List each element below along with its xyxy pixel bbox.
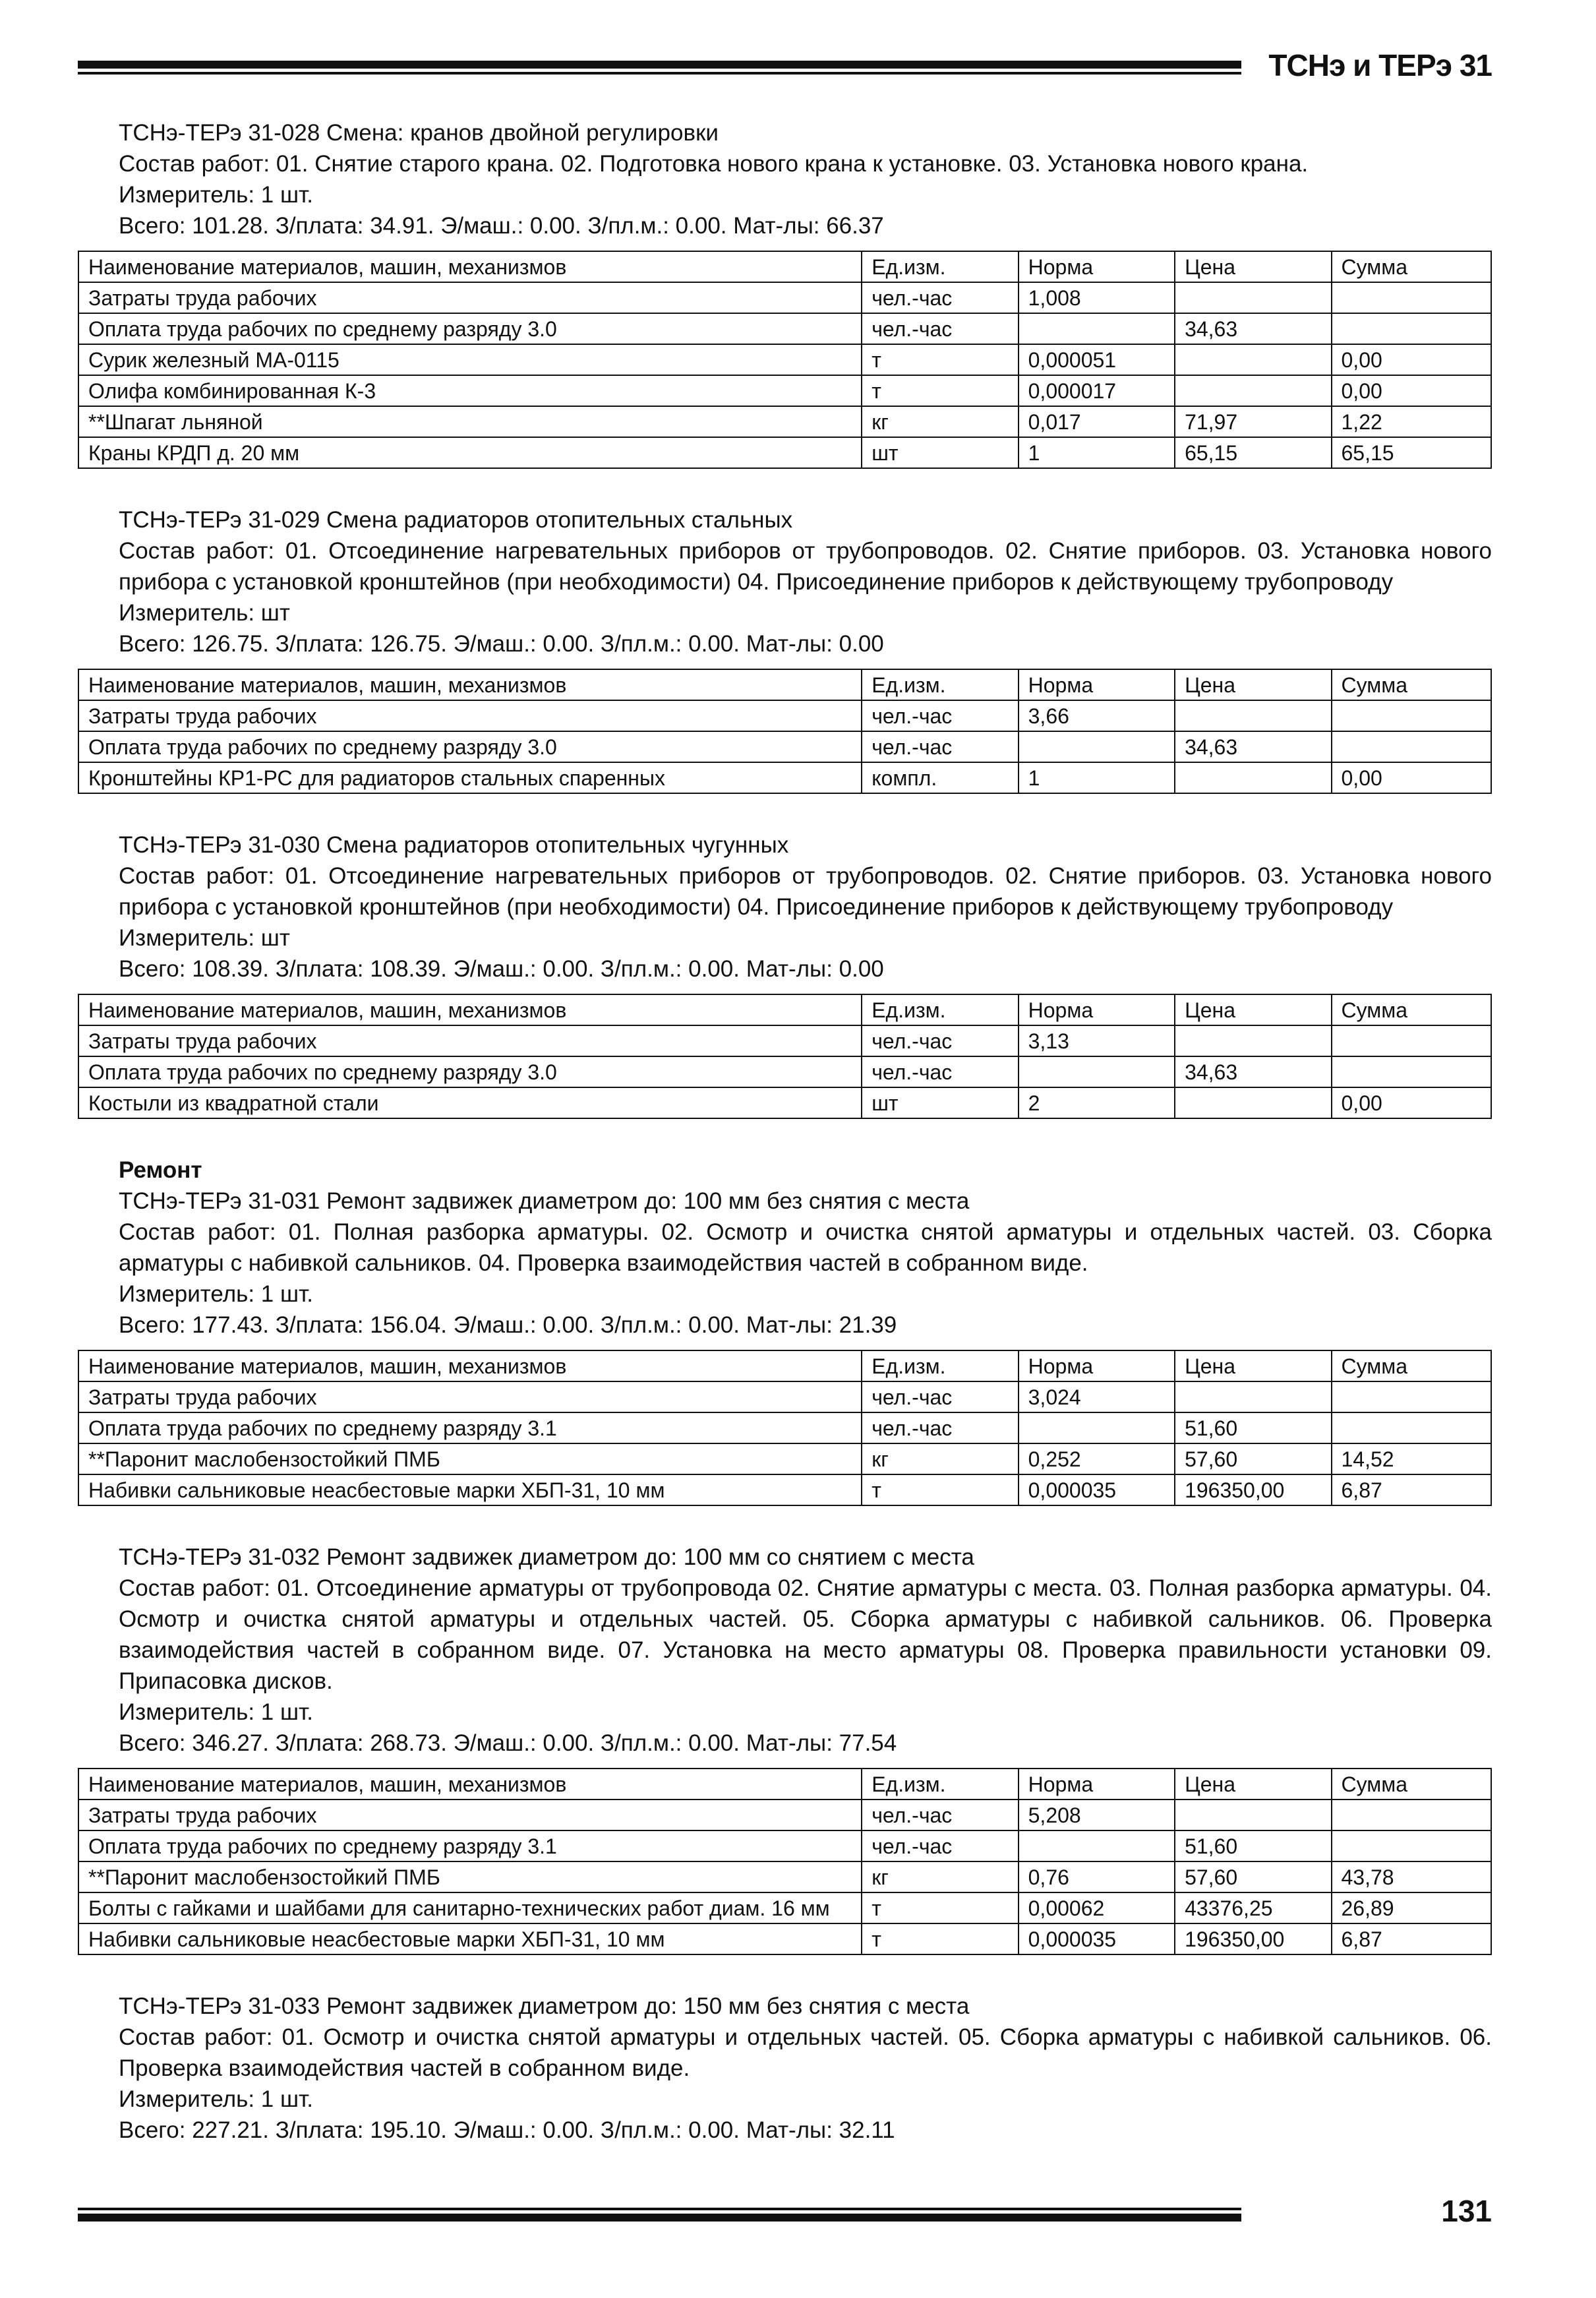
table-cell: т: [862, 1892, 1018, 1923]
table-header-row: [78, 1350, 1491, 1381]
table-cell: 43376,25: [1175, 1892, 1331, 1923]
table-cell: 14,52: [1332, 1443, 1492, 1474]
table-cell: [1332, 1830, 1492, 1861]
table-cell: [1332, 1381, 1492, 1412]
table-cell: кг: [862, 406, 1018, 437]
column-header: Цена: [1175, 251, 1331, 282]
table-cell: Олифа комбинированная К-3: [78, 375, 862, 406]
table-cell: Болты с гайками и шайбами для санитарно-технических работ диам. 16 мм: [78, 1892, 862, 1923]
resource-table: [78, 1768, 1492, 1955]
entry-unit: Измеритель: 1 шт.: [119, 182, 313, 208]
norm-entry: [78, 1155, 1492, 1341]
table-cell: 0,00: [1332, 762, 1492, 793]
column-header: Сумма: [1332, 994, 1492, 1025]
table-cell: 0,76: [1019, 1861, 1175, 1892]
norm-entry: [78, 117, 1492, 241]
table-cell: 1: [1019, 762, 1175, 793]
column-header: Ед.изм.: [862, 1769, 1018, 1799]
table-cell: 0,00: [1332, 344, 1492, 375]
table-cell: компл.: [862, 762, 1018, 793]
norm-entry: [78, 1991, 1492, 2146]
table-cell: Оплата труда рабочих по среднему разряду 3.1: [78, 1412, 862, 1443]
column-header: Норма: [1019, 1769, 1175, 1799]
table-cell: 0,00: [1332, 375, 1492, 406]
table-row: [78, 1025, 1491, 1056]
table-cell: [1332, 313, 1492, 344]
table-cell: 43,78: [1332, 1861, 1492, 1892]
table-row: [78, 762, 1491, 793]
resource-table: [78, 994, 1492, 1119]
table-cell: чел.-час: [862, 1025, 1018, 1056]
resource-table: [78, 669, 1492, 794]
resource-table: [78, 1350, 1492, 1506]
table-cell: 34,63: [1175, 313, 1331, 344]
entry-composition: Состав работ: 01. Отсоединение нагревательных приборов от трубопроводов. 02. Снятие приборов. 03. Установка нового прибора с установкой кронштейнов (при необходимости) 04. Присоединение приборов к действующему трубопроводу: [119, 538, 1492, 595]
table-cell: Затраты труда рабочих: [78, 1799, 862, 1830]
table-cell: 1: [1019, 437, 1175, 468]
table-cell: шт: [862, 437, 1018, 468]
column-header: Норма: [1019, 994, 1175, 1025]
entry-composition: Состав работ: 01. Осмотр и очистка снятой арматуры и отдельных частей. 05. Сборка арматуры с набивкой сальников. 06. Проверка взаимодействия частей в собранном виде.: [119, 2024, 1492, 2081]
table-cell: 0,000035: [1019, 1923, 1175, 1954]
table-cell: [1175, 282, 1331, 313]
table-cell: Затраты труда рабочих: [78, 1025, 862, 1056]
table-cell: [1332, 1799, 1492, 1830]
section-heading: Ремонт: [119, 1157, 202, 1183]
entry-composition: Состав работ: 01. Отсоединение нагревательных приборов от трубопроводов. 02. Снятие приборов. 03. Установка нового прибора с установкой кронштейнов (при необходимости) 04. Присоединение приборов к действующему трубопроводу: [119, 863, 1492, 920]
table-cell: шт: [862, 1087, 1018, 1118]
table-row: [78, 1087, 1491, 1118]
table-cell: 65,15: [1175, 437, 1331, 468]
table-cell: Оплата труда рабочих по среднему разряду 3.1: [78, 1830, 862, 1861]
table-cell: [1175, 344, 1331, 375]
table-cell: т: [862, 1923, 1018, 1954]
entry-title: ТСНэ-ТЕРэ 31-031 Ремонт задвижек диаметром до: 100 мм без снятия с места: [119, 1188, 970, 1214]
column-header: Наименование материалов, машин, механизмов: [78, 1350, 862, 1381]
entry-unit: Измеритель: шт: [119, 925, 290, 951]
table-cell: 196350,00: [1175, 1923, 1331, 1954]
table-cell: Кронштейны КР1-РС для радиаторов стальных спаренных: [78, 762, 862, 793]
entry-unit: Измеритель: 1 шт.: [119, 2086, 313, 2112]
table-row: [78, 282, 1491, 313]
entry-composition: Состав работ: 01. Полная разборка арматуры. 02. Осмотр и очистка снятой арматуры и отдельных частей. 03. Сборка арматуры с набивкой сальников. 04. Проверка взаимодействия частей в собранном виде.: [119, 1219, 1492, 1276]
table-cell: [1019, 731, 1175, 762]
table-cell: Костыли из квадратной стали: [78, 1087, 862, 1118]
column-header: Норма: [1019, 669, 1175, 700]
table-cell: Набивки сальниковые неасбестовые марки ХБП-31, 10 мм: [78, 1474, 862, 1505]
column-header: Наименование материалов, машин, механизмов: [78, 1769, 862, 1799]
table-row: [78, 1443, 1491, 1474]
entry-title: ТСНэ-ТЕРэ 31-030 Смена радиаторов отопительных чугунных: [119, 832, 789, 858]
table-row: [78, 1056, 1491, 1087]
resource-table: [78, 251, 1492, 469]
table-cell: [1175, 375, 1331, 406]
table-cell: 6,87: [1332, 1474, 1492, 1505]
table-row: [78, 375, 1491, 406]
table-cell: 5,208: [1019, 1799, 1175, 1830]
column-header: Сумма: [1332, 1769, 1492, 1799]
table-header-row: [78, 994, 1491, 1025]
table-cell: 57,60: [1175, 1443, 1331, 1474]
table-cell: 51,60: [1175, 1412, 1331, 1443]
table-cell: 3,024: [1019, 1381, 1175, 1412]
table-cell: 34,63: [1175, 1056, 1331, 1087]
column-header: Сумма: [1332, 251, 1492, 282]
table-cell: 1,008: [1019, 282, 1175, 313]
table-cell: Набивки сальниковые неасбестовые марки ХБП-31, 10 мм: [78, 1923, 862, 1954]
table-cell: 0,00: [1332, 1087, 1492, 1118]
table-cell: Затраты труда рабочих: [78, 1381, 862, 1412]
table-cell: чел.-час: [862, 731, 1018, 762]
column-header: Наименование материалов, машин, механизмов: [78, 669, 862, 700]
table-cell: кг: [862, 1443, 1018, 1474]
table-cell: 0,252: [1019, 1443, 1175, 1474]
table-row: [78, 731, 1491, 762]
table-row: [78, 1861, 1491, 1892]
table-cell: Краны КРДП д. 20 мм: [78, 437, 862, 468]
table-row: [78, 1412, 1491, 1443]
table-cell: 196350,00: [1175, 1474, 1331, 1505]
norm-entry: [78, 830, 1492, 984]
table-cell: [1175, 1381, 1331, 1412]
entry-totals: Всего: 346.27. З/плата: 268.73. Э/маш.: 0.00. З/пл.м.: 0.00. Мат-лы: 77.54: [119, 1730, 897, 1756]
table-cell: **Шпагат льняной: [78, 406, 862, 437]
column-header: Ед.изм.: [862, 994, 1018, 1025]
table-cell: 3,66: [1019, 700, 1175, 731]
table-cell: 3,13: [1019, 1025, 1175, 1056]
table-cell: Затраты труда рабочих: [78, 700, 862, 731]
entry-totals: Всего: 126.75. З/плата: 126.75. Э/маш.: 0.00. З/пл.м.: 0.00. Мат-лы: 0.00: [119, 631, 884, 657]
entry-unit: Измеритель: шт: [119, 600, 290, 626]
entry-title: ТСНэ-ТЕРэ 31-029 Смена радиаторов отопительных стальных: [119, 507, 793, 533]
table-row: [78, 700, 1491, 731]
table-cell: т: [862, 375, 1018, 406]
column-header: Ед.изм.: [862, 1350, 1018, 1381]
entry-title: ТСНэ-ТЕРэ 31-033 Ремонт задвижек диаметром до: 150 мм без снятия с места: [119, 1993, 970, 2019]
column-header: Ед.изм.: [862, 669, 1018, 700]
table-row: [78, 1474, 1491, 1505]
table-cell: чел.-час: [862, 282, 1018, 313]
table-header-row: [78, 251, 1491, 282]
table-cell: чел.-час: [862, 1799, 1018, 1830]
column-header: Цена: [1175, 669, 1331, 700]
table-row: [78, 1923, 1491, 1954]
entry-totals: Всего: 227.21. З/плата: 195.10. Э/маш.: 0.00. З/пл.м.: 0.00. Мат-лы: 32.11: [119, 2117, 895, 2143]
table-cell: 34,63: [1175, 731, 1331, 762]
table-cell: Оплата труда рабочих по среднему разряду 3.0: [78, 313, 862, 344]
footer-rule: [78, 2208, 1241, 2222]
page-footer: [78, 2193, 1492, 2239]
table-cell: 0,017: [1019, 406, 1175, 437]
page-number: 131: [1441, 2194, 1492, 2228]
table-cell: 1,22: [1332, 406, 1492, 437]
table-cell: кг: [862, 1861, 1018, 1892]
table-row: [78, 344, 1491, 375]
table-row: [78, 1830, 1491, 1861]
table-cell: 0,000035: [1019, 1474, 1175, 1505]
column-header: Ед.изм.: [862, 251, 1018, 282]
table-cell: 2: [1019, 1087, 1175, 1118]
table-cell: Оплата труда рабочих по среднему разряду 3.0: [78, 731, 862, 762]
table-cell: 57,60: [1175, 1861, 1331, 1892]
table-cell: [1175, 1087, 1331, 1118]
running-title: ТСНэ и ТЕРэ 31: [1268, 48, 1492, 82]
entry-unit: Измеритель: 1 шт.: [119, 1699, 313, 1725]
entry-composition: Состав работ: 01. Отсоединение арматуры от трубопровода 02. Снятие арматуры с места. 03. Полная разборка арматуры. 04. Осмотр и очистка снятой арматуры и отдельных частей. 05. Сборка арматуры с набивкой сальников. 06. Проверка взаимодействия частей в собранном виде. 07. Установка на место арматуры 08. Проверка правильности установки 09. Припасовка дисков.: [119, 1575, 1492, 1694]
page-header: [78, 48, 1492, 91]
table-cell: [1332, 1412, 1492, 1443]
table-cell: чел.-час: [862, 1056, 1018, 1087]
table-cell: Сурик железный МА-0115: [78, 344, 862, 375]
table-cell: чел.-час: [862, 700, 1018, 731]
entry-totals: Всего: 108.39. З/плата: 108.39. Э/маш.: 0.00. З/пл.м.: 0.00. Мат-лы: 0.00: [119, 956, 884, 982]
table-cell: Оплата труда рабочих по среднему разряду 3.0: [78, 1056, 862, 1087]
table-cell: [1019, 1412, 1175, 1443]
entry-unit: Измеритель: 1 шт.: [119, 1281, 313, 1307]
entry-title: ТСНэ-ТЕРэ 31-028 Смена: кранов двойной регулировки: [119, 120, 719, 146]
table-cell: [1019, 313, 1175, 344]
entry-totals: Всего: 177.43. З/плата: 156.04. Э/маш.: 0.00. З/пл.м.: 0.00. Мат-лы: 21.39: [119, 1312, 897, 1338]
norm-entry: [78, 1542, 1492, 1759]
column-header: Сумма: [1332, 669, 1492, 700]
table-cell: чел.-час: [862, 1381, 1018, 1412]
table-header-row: [78, 669, 1491, 700]
table-cell: [1332, 282, 1492, 313]
table-cell: [1175, 700, 1331, 731]
table-cell: чел.-час: [862, 1830, 1018, 1861]
entry-totals: Всего: 101.28. З/плата: 34.91. Э/маш.: 0.00. З/пл.м.: 0.00. Мат-лы: 66.37: [119, 213, 884, 239]
norm-entry: [78, 504, 1492, 659]
column-header: Цена: [1175, 1350, 1331, 1381]
table-row: [78, 1799, 1491, 1830]
table-cell: 6,87: [1332, 1923, 1492, 1954]
table-cell: 26,89: [1332, 1892, 1492, 1923]
column-header: Норма: [1019, 1350, 1175, 1381]
column-header: Наименование материалов, машин, механизмов: [78, 251, 862, 282]
entry-title: ТСНэ-ТЕРэ 31-032 Ремонт задвижек диаметром до: 100 мм со снятием с места: [119, 1544, 974, 1570]
header-rule: [78, 61, 1241, 75]
table-cell: 51,60: [1175, 1830, 1331, 1861]
table-cell: [1175, 1799, 1331, 1830]
table-cell: [1332, 700, 1492, 731]
table-cell: 0,000017: [1019, 375, 1175, 406]
table-row: [78, 1381, 1491, 1412]
table-cell: 65,15: [1332, 437, 1492, 468]
table-cell: Затраты труда рабочих: [78, 282, 862, 313]
table-cell: [1332, 1056, 1492, 1087]
table-cell: **Паронит маслобензостойкий ПМБ: [78, 1443, 862, 1474]
table-cell: [1019, 1056, 1175, 1087]
table-row: [78, 406, 1491, 437]
table-cell: 71,97: [1175, 406, 1331, 437]
table-cell: [1175, 762, 1331, 793]
table-row: [78, 1892, 1491, 1923]
table-row: [78, 437, 1491, 468]
table-cell: 0,00062: [1019, 1892, 1175, 1923]
column-header: Сумма: [1332, 1350, 1492, 1381]
table-cell: чел.-час: [862, 1412, 1018, 1443]
table-cell: [1332, 1025, 1492, 1056]
table-cell: [1175, 1025, 1331, 1056]
table-row: [78, 313, 1491, 344]
table-cell: [1019, 1830, 1175, 1861]
table-cell: [1332, 731, 1492, 762]
column-header: Цена: [1175, 994, 1331, 1025]
table-header-row: [78, 1769, 1491, 1799]
column-header: Цена: [1175, 1769, 1331, 1799]
page-content: [78, 117, 1492, 2155]
entry-composition: Состав работ: 01. Снятие старого крана. 02. Подготовка нового крана к установке. 03. Установка нового крана.: [119, 151, 1309, 177]
table-cell: т: [862, 344, 1018, 375]
column-header: Норма: [1019, 251, 1175, 282]
table-cell: т: [862, 1474, 1018, 1505]
table-cell: чел.-час: [862, 313, 1018, 344]
column-header: Наименование материалов, машин, механизмов: [78, 994, 862, 1025]
table-cell: 0,000051: [1019, 344, 1175, 375]
table-cell: **Паронит маслобензостойкий ПМБ: [78, 1861, 862, 1892]
